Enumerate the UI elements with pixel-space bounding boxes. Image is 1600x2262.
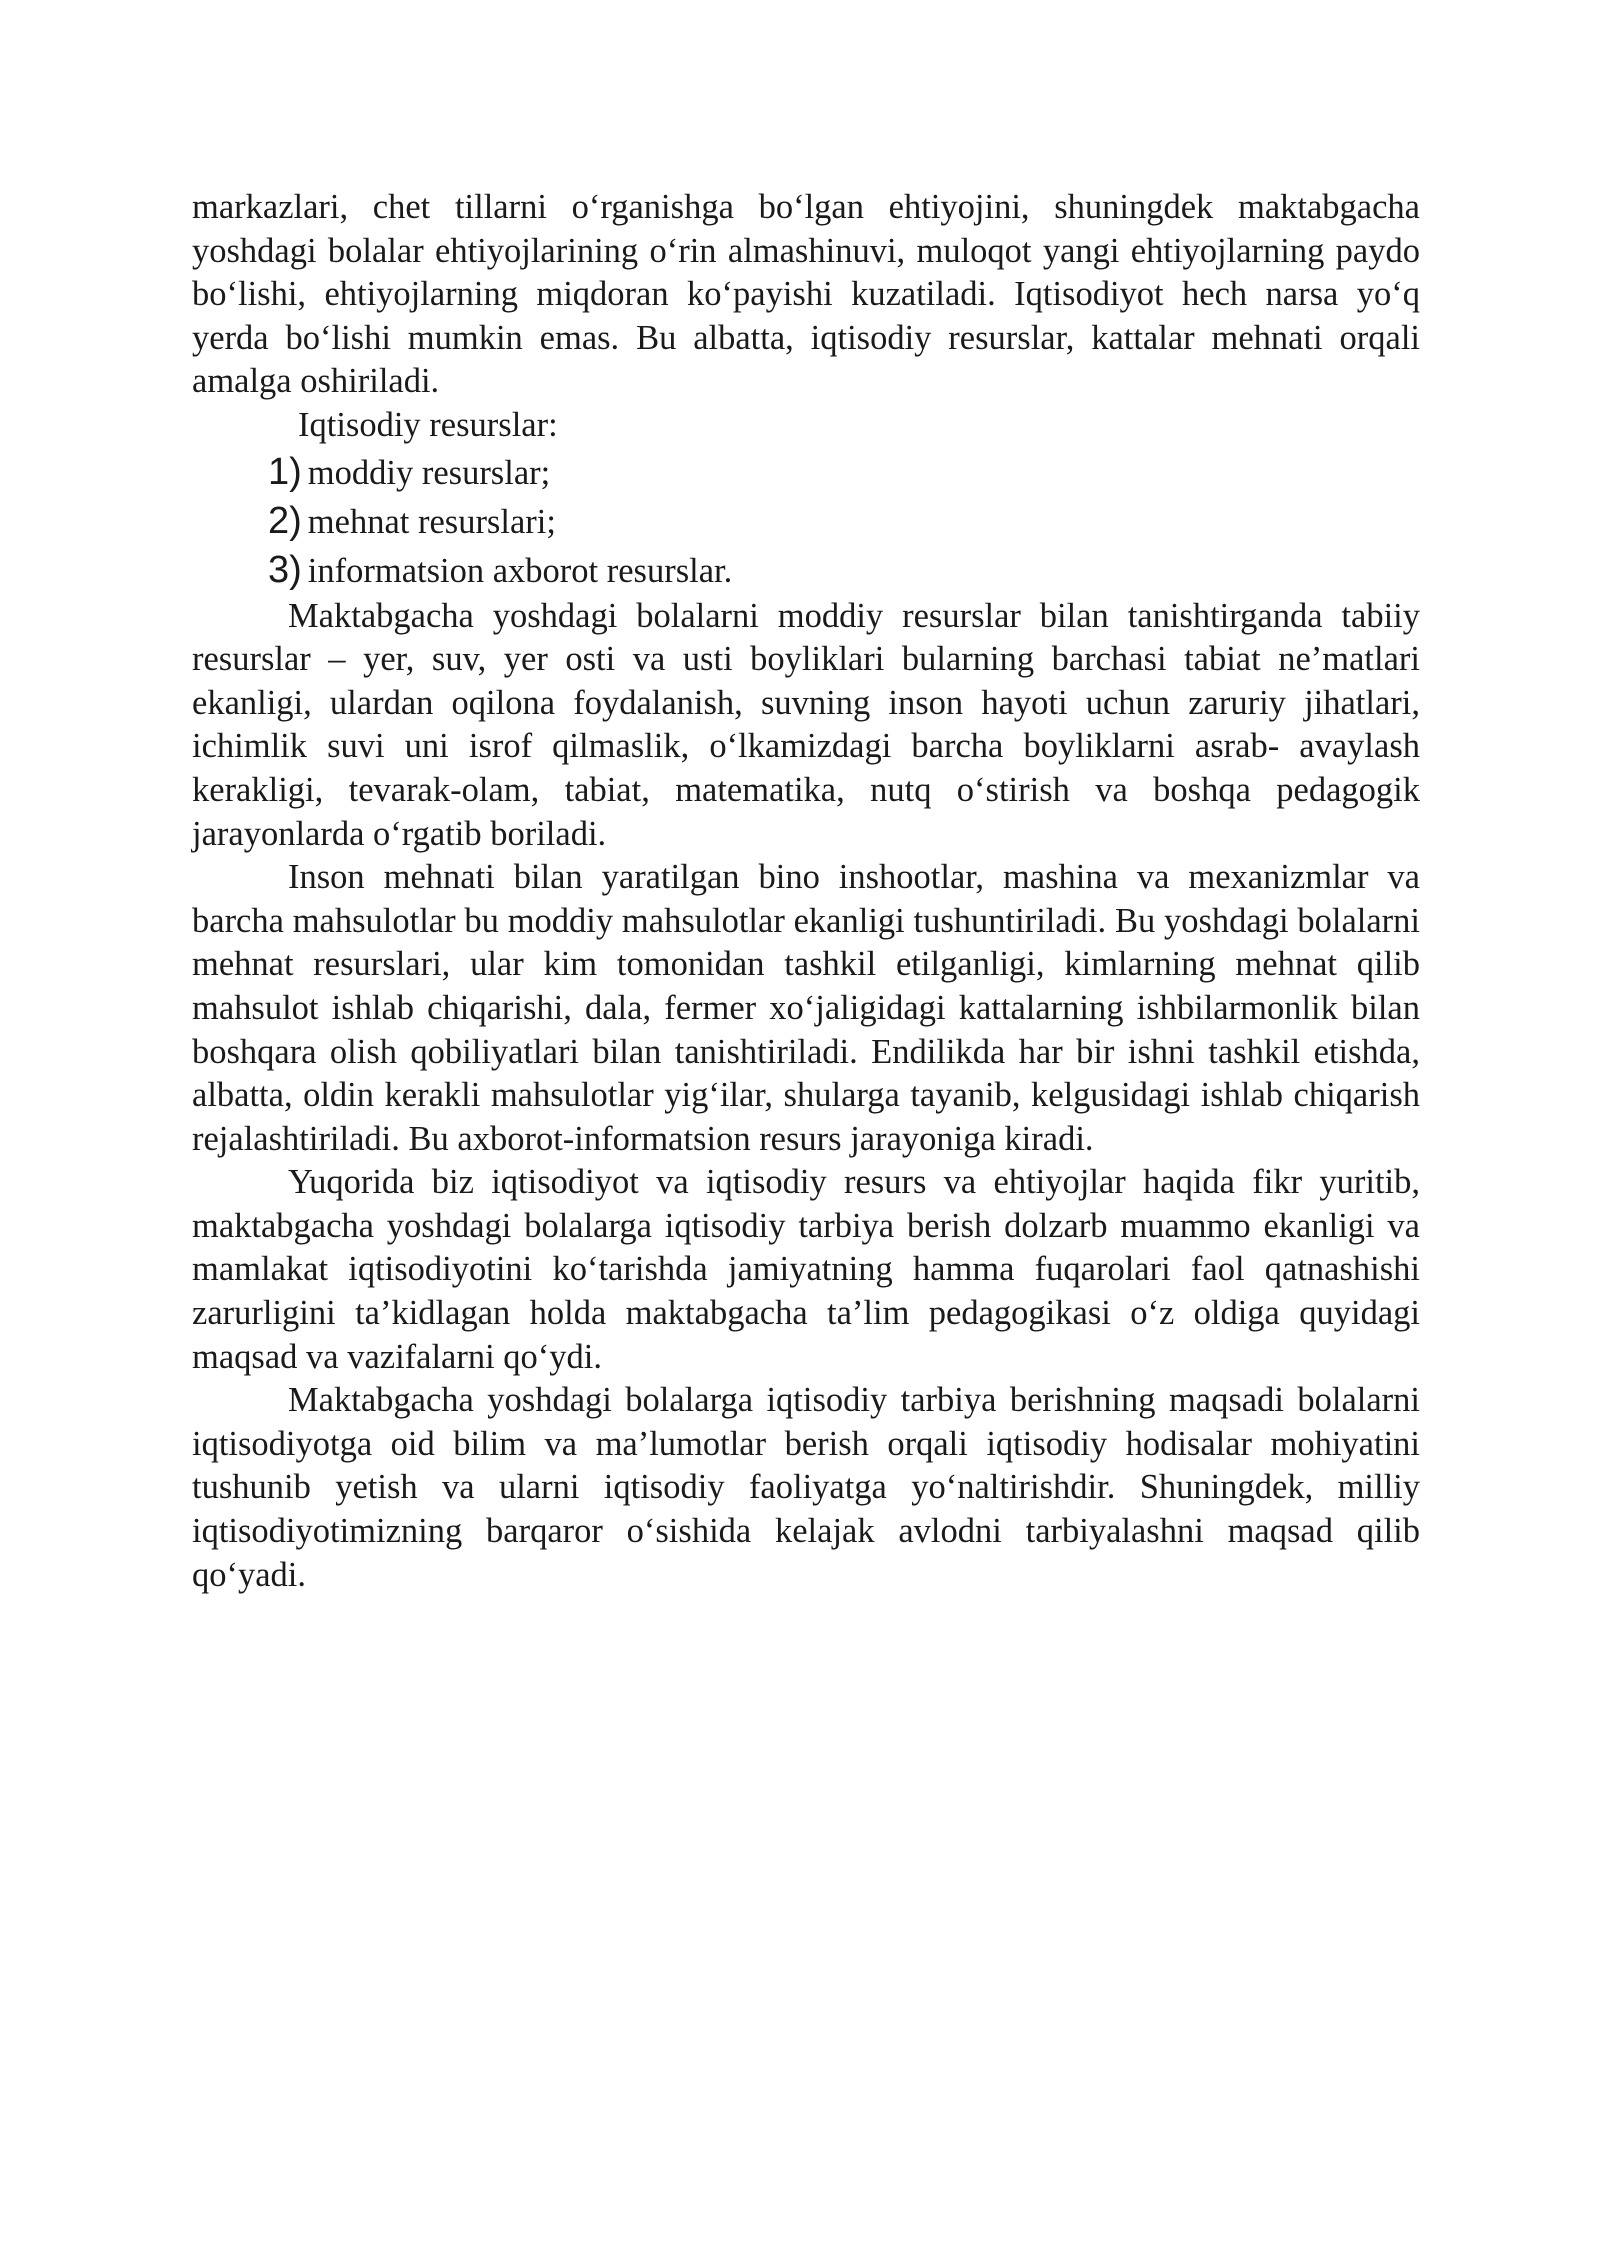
list-item-information-resources [192,546,1420,595]
paragraph-material-resources: Maktabgacha yoshdagi bolalarni moddiy resurslar bilan tanishtirganda tabiiy resurslar – yer, suv, yer osti va usti boyliklari bularning barchasi tabiat ne’matlari ekanligi, ulardan oqilona foydalanish, suvning inson hayoti uchun zaruriy jihatlari, ichimlik suvi uni isrof qilmaslik, o‘lkamizdagi barcha boyliklarni asrab- avaylash kerakligi, tevarak-olam, tabiat, matematika, nutq o‘stirish va boshqa pedagogik jarayonlarda o‘rgatib boriladi. [192,596,1420,853]
paragraph-goals-tasks: Yuqorida biz iqtisodiyot va iqtisodiy resurs va ehtiyojlar haqida fikr yuritib, maktabgacha yoshdagi bolalarga iqtisodiy tarbiya berish dolzarb muammo ekanligi va mamlakat iqtisodiyotini ko‘tarishda jamiyatning hamma fuqarolari faol qatnashishi zarurligini ta’kidlagan holda maktabgacha ta’lim pedagogikasi o‘z oldiga quyidagi maqsad va vazifalarni qo‘ydi. [192,1163,1420,1376]
list-item-text: informatsion axborot resurslar. [307,551,733,590]
resources-list [192,448,1420,595]
list-item-text: moddiy resurslar; [307,453,551,492]
list-item-labor-resources [192,497,1420,546]
paragraph-continuation: markazlari, chet tillarni o‘rganishga bo‘lgan ehtiyojini, shuningdek maktabgacha yoshdagi bolalar ehtiyojlarining o‘rin almashinuvi, muloqot yangi ehtiyojlarning paydo bo‘lishi, ehtiyojlarning miqdoran ko‘payishi kuzatiladi. Iqtisodiyot hech narsa yo‘q yerda bo‘lishi mumkin emas. Bu albatta, iqtisodiy resurslar, kattalar mehnati orqali amalga oshiriladi. [192,188,1420,401]
paragraph-economic-education-aim: Maktabgacha yoshdagi bolalarga iqtisodiy tarbiya berishning maqsadi bolalarni iqtisodiyotga oid bilim va ma’lumotlar berish orqali iqtisodiy hodisalar mohiyatini tushunib yetish va ularni iqtisodiy faoliyatga yo‘naltirishdir. Shuningdek, milliy iqtisodiyotimizning barqaror o‘sishida kelajak avlodni tarbiyalashni maqsad qilib qo‘yadi. [192,1381,1420,1594]
list-number: 1) [268,450,302,493]
document-page [192,186,1420,1597]
list-number: 3) [268,548,302,591]
list-item-text: mehnat resurslari; [307,502,556,541]
resources-list-heading: Iqtisodiy resurslar: [298,405,558,444]
paragraph-labor-resources: Inson mehnati bilan yaratilgan bino inshootlar, mashina va mexanizmlar va barcha mahsulotlar bu moddiy mahsulotlar ekanligi tushuntiriladi. Bu yoshdagi bolalarni mehnat resurslari, ular kim tomonidan tashkil etilganligi, kimlarning mehnat qilib mahsulot ishlab chiqarishi, dala, fermer xo‘jaligidagi kattalarning ishbilarmonlik bilan boshqara olish qobiliyatlari bilan tanishtiriladi. Endilikda har bir ishni tashkil etishda, albatta, oldin kerakli mahsulotlar yig‘ilar, shularga tayanib, kelgusidagi ishlab chiqarish rejalashtiriladi. Bu axborot-informatsion resurs jarayoniga kiradi. [192,858,1420,1158]
list-item-material-resources [192,448,1420,497]
list-number: 2) [268,499,302,542]
